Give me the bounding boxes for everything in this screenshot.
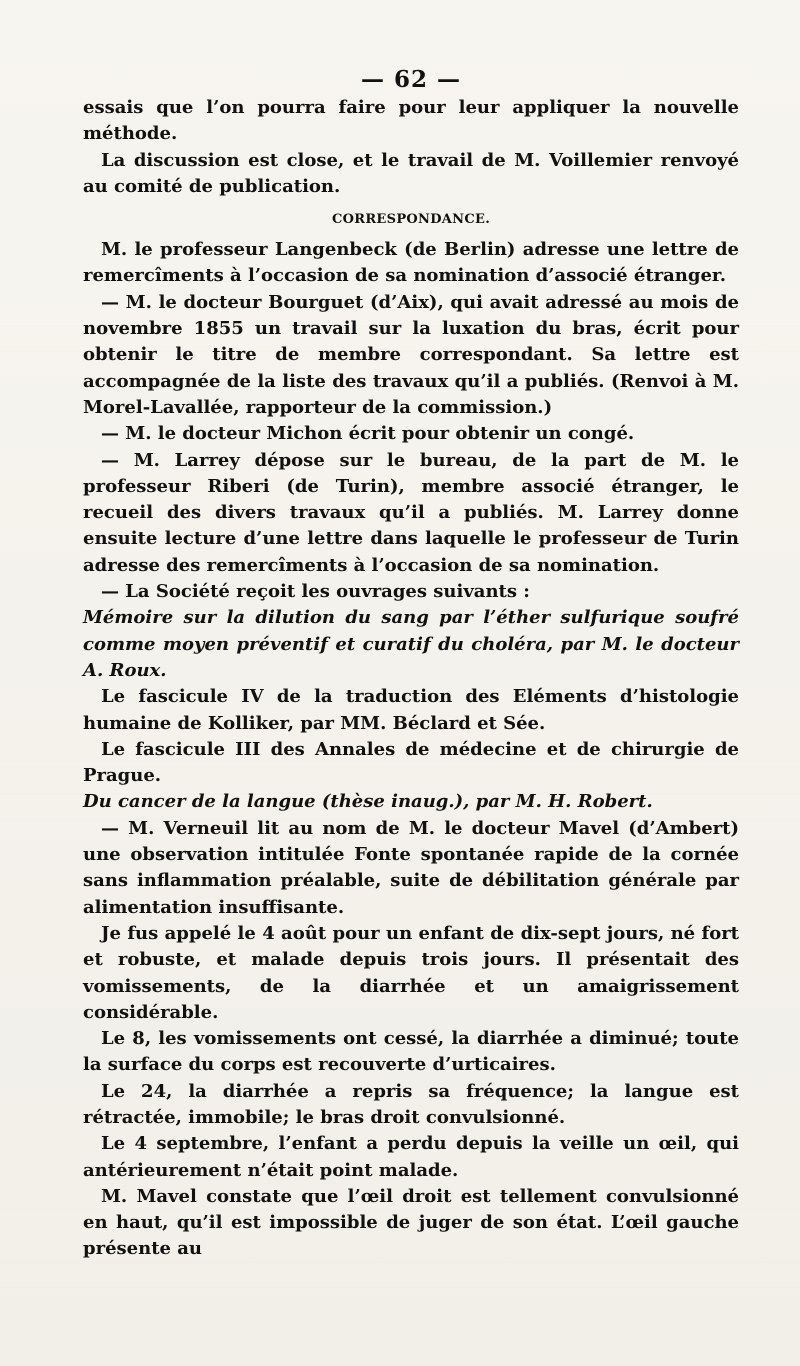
paragraph-14: Le 8, les vomissements ont cessé, la diarrhée a diminué; toute la surface du corps est recouverte d’urticaires.	[83, 1028, 739, 1076]
paragraph-15: Le 24, la diarrhée a repris sa fréquence; la langue est rétractée, immobile; le bras droit convulsionné.	[83, 1080, 739, 1128]
paragraph-8: Mémoire sur la dilution du sang par l’éther sulfurique soufré comme moyen préventif et curatif du choléra, par M. le docteur A. Roux.	[83, 607, 739, 681]
paragraph-2: La discussion est close, et le travail de M. Voillemier renvoyé au comité de publication.	[83, 149, 739, 197]
paragraph-4: — M. le docteur Bourguet (d’Aix), qui avait adressé au mois de novembre 1855 un travail sur la luxation du bras, écrit pour obtenir le titre de membre correspondant. Sa lettre est accompagnée de la liste des travaux qu’il a publiés. (Renvoi à M. Morel-Lavallée, rapporteur de la commission.)	[83, 291, 739, 418]
section-heading: CORRESPONDANCE.	[331, 212, 491, 228]
paragraph-13: Je fus appelé le 4 août pour un enfant de dix-sept jours, né fort et robuste, et malade depuis trois jours. Il présentait des vomissements, de la diarrhée et un amaigrissement considérable.	[83, 922, 739, 1023]
paragraph-6: — M. Larrey dépose sur le bureau, de la part de M. le professeur Riberi (de Turin), membre associé étranger, le recueil des divers travaux qu’il a publiés. M. Larrey donne ensuite lecture d’une lettre dans laquelle le professeur de Turin adresse des remercîments à l’occasion de sa nomination.	[83, 449, 739, 576]
paragraph-10: Le fascicule III des Annales de médecine et de chirurgie de Prague.	[83, 738, 739, 787]
paragraph-12: — M. Verneuil lit au nom de M. le docteur Mavel (d’Ambert) une observation intitulée Fonte spontanée rapide de la cornée sans inflammation préalable, suite de débilitation générale par alimentation insuffisante.	[83, 817, 739, 918]
page-number: — 62 —	[360, 66, 462, 93]
paragraph-16: Le 4 septembre, l’enfant a perdu depuis la veille un œil, qui antérieurement n’était point malade.	[83, 1133, 739, 1181]
paragraph-5: — M. le docteur Michon écrit pour obtenir un congé.	[101, 423, 635, 445]
paragraph-9: Le fascicule IV de la traduction des Eléments d’histologie humaine de Kolliker, par MM. Béclard et Sée.	[83, 686, 739, 734]
paragraph-11: Du cancer de la langue (thèse inaug.), par M. H. Robert.	[83, 791, 653, 813]
paragraph-1: essais que l’on pourra faire pour leur appliquer la nouvelle méthode.	[83, 97, 739, 145]
page-content	[83, 66, 739, 1263]
paragraph-17: M. Mavel constate que l’œil droit est tellement convulsionné en haut, qu’il est impossible de juger de son état. L’œil gauche présente au	[83, 1185, 739, 1260]
paragraph-3: M. le professeur Langenbeck (de Berlin) adresse une lettre de remercîments à l’occasion de sa nomination d’associé étranger.	[83, 239, 739, 287]
paragraph-7: — La Société reçoit les ouvrages suivants :	[101, 581, 530, 603]
